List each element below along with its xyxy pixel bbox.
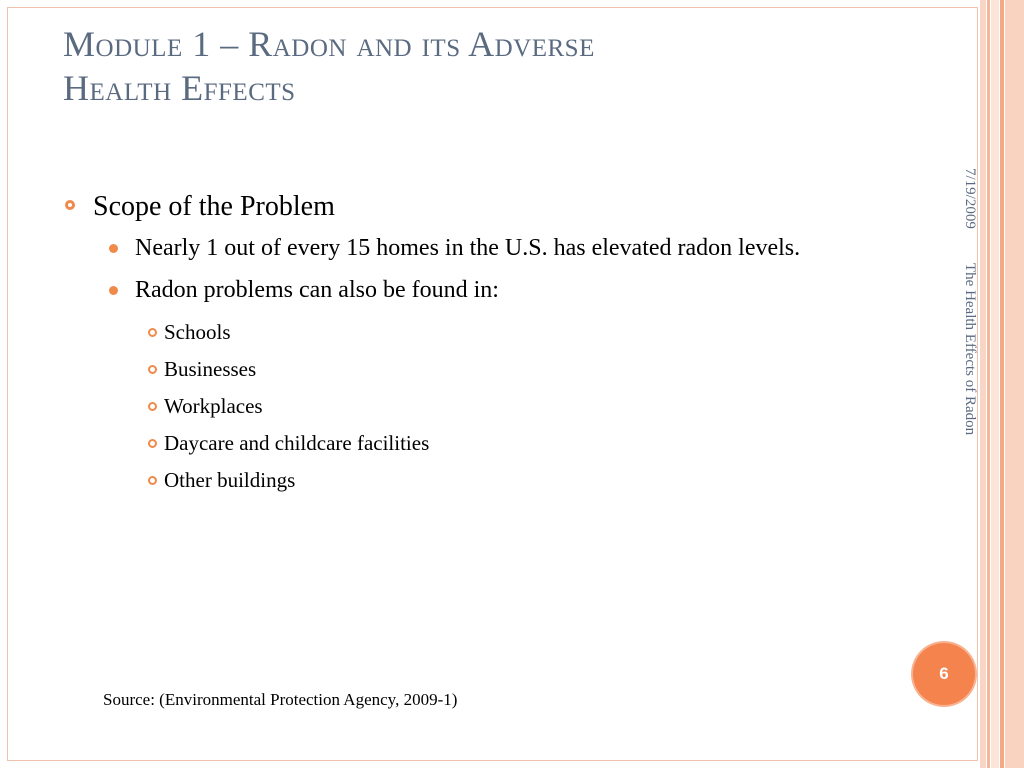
small-ring-bullet-icon: [148, 328, 157, 337]
dot-bullet-icon: [109, 286, 118, 295]
sub-bullet: [63, 351, 863, 388]
source-citation: Source: (Environmental Protection Agency, 2009-1): [103, 690, 458, 709]
bullet-heading: [63, 188, 863, 226]
small-ring-bullet-icon: [148, 476, 157, 485]
decorative-stripe: [980, 0, 986, 768]
page-number-badge: [913, 643, 975, 705]
bullet-heading-text: Scope of the Problem: [93, 191, 335, 222]
slide-footer-text: The Health Effects of Radon: [962, 262, 978, 435]
slide-title: [63, 22, 823, 110]
small-ring-bullet-icon: [148, 439, 157, 448]
title-line-1: Module 1 – Radon and its Adverse: [63, 24, 595, 64]
bullet-point-text: Radon problems can also be found in:: [135, 277, 499, 303]
sub-bullet-text: Businesses: [164, 357, 257, 381]
sub-bullet: [63, 314, 863, 351]
decorative-stripe: [987, 0, 990, 768]
sub-bullet-text: Daycare and childcare facilities: [164, 431, 430, 455]
sub-bullet-text: Other buildings: [164, 468, 296, 492]
decorative-stripe: [991, 0, 999, 768]
small-ring-bullet-icon: [148, 402, 157, 411]
bullet-point-text: Nearly 1 out of every 15 homes in the U.S. has elevated radon levels.: [135, 235, 801, 261]
title-line-2: Health Effects: [63, 68, 296, 108]
decorative-stripe: [1000, 0, 1004, 768]
decorative-stripe: [1005, 0, 1024, 768]
ring-bullet-icon: [65, 200, 75, 210]
side-footer: [961, 168, 978, 435]
dot-bullet-icon: [109, 244, 118, 253]
content-body: [63, 188, 863, 499]
slide-date: 7/19/2009: [962, 168, 978, 229]
sub-bullet-text: Workplaces: [164, 394, 263, 418]
small-ring-bullet-icon: [148, 365, 157, 374]
bullet-point: [63, 230, 863, 267]
sub-bullet: [63, 462, 863, 499]
sub-bullet: [63, 388, 863, 425]
bullet-point: [63, 272, 863, 309]
page-number: 6: [939, 664, 949, 683]
sub-bullet: [63, 425, 863, 462]
sub-bullet-text: Schools: [164, 320, 231, 344]
